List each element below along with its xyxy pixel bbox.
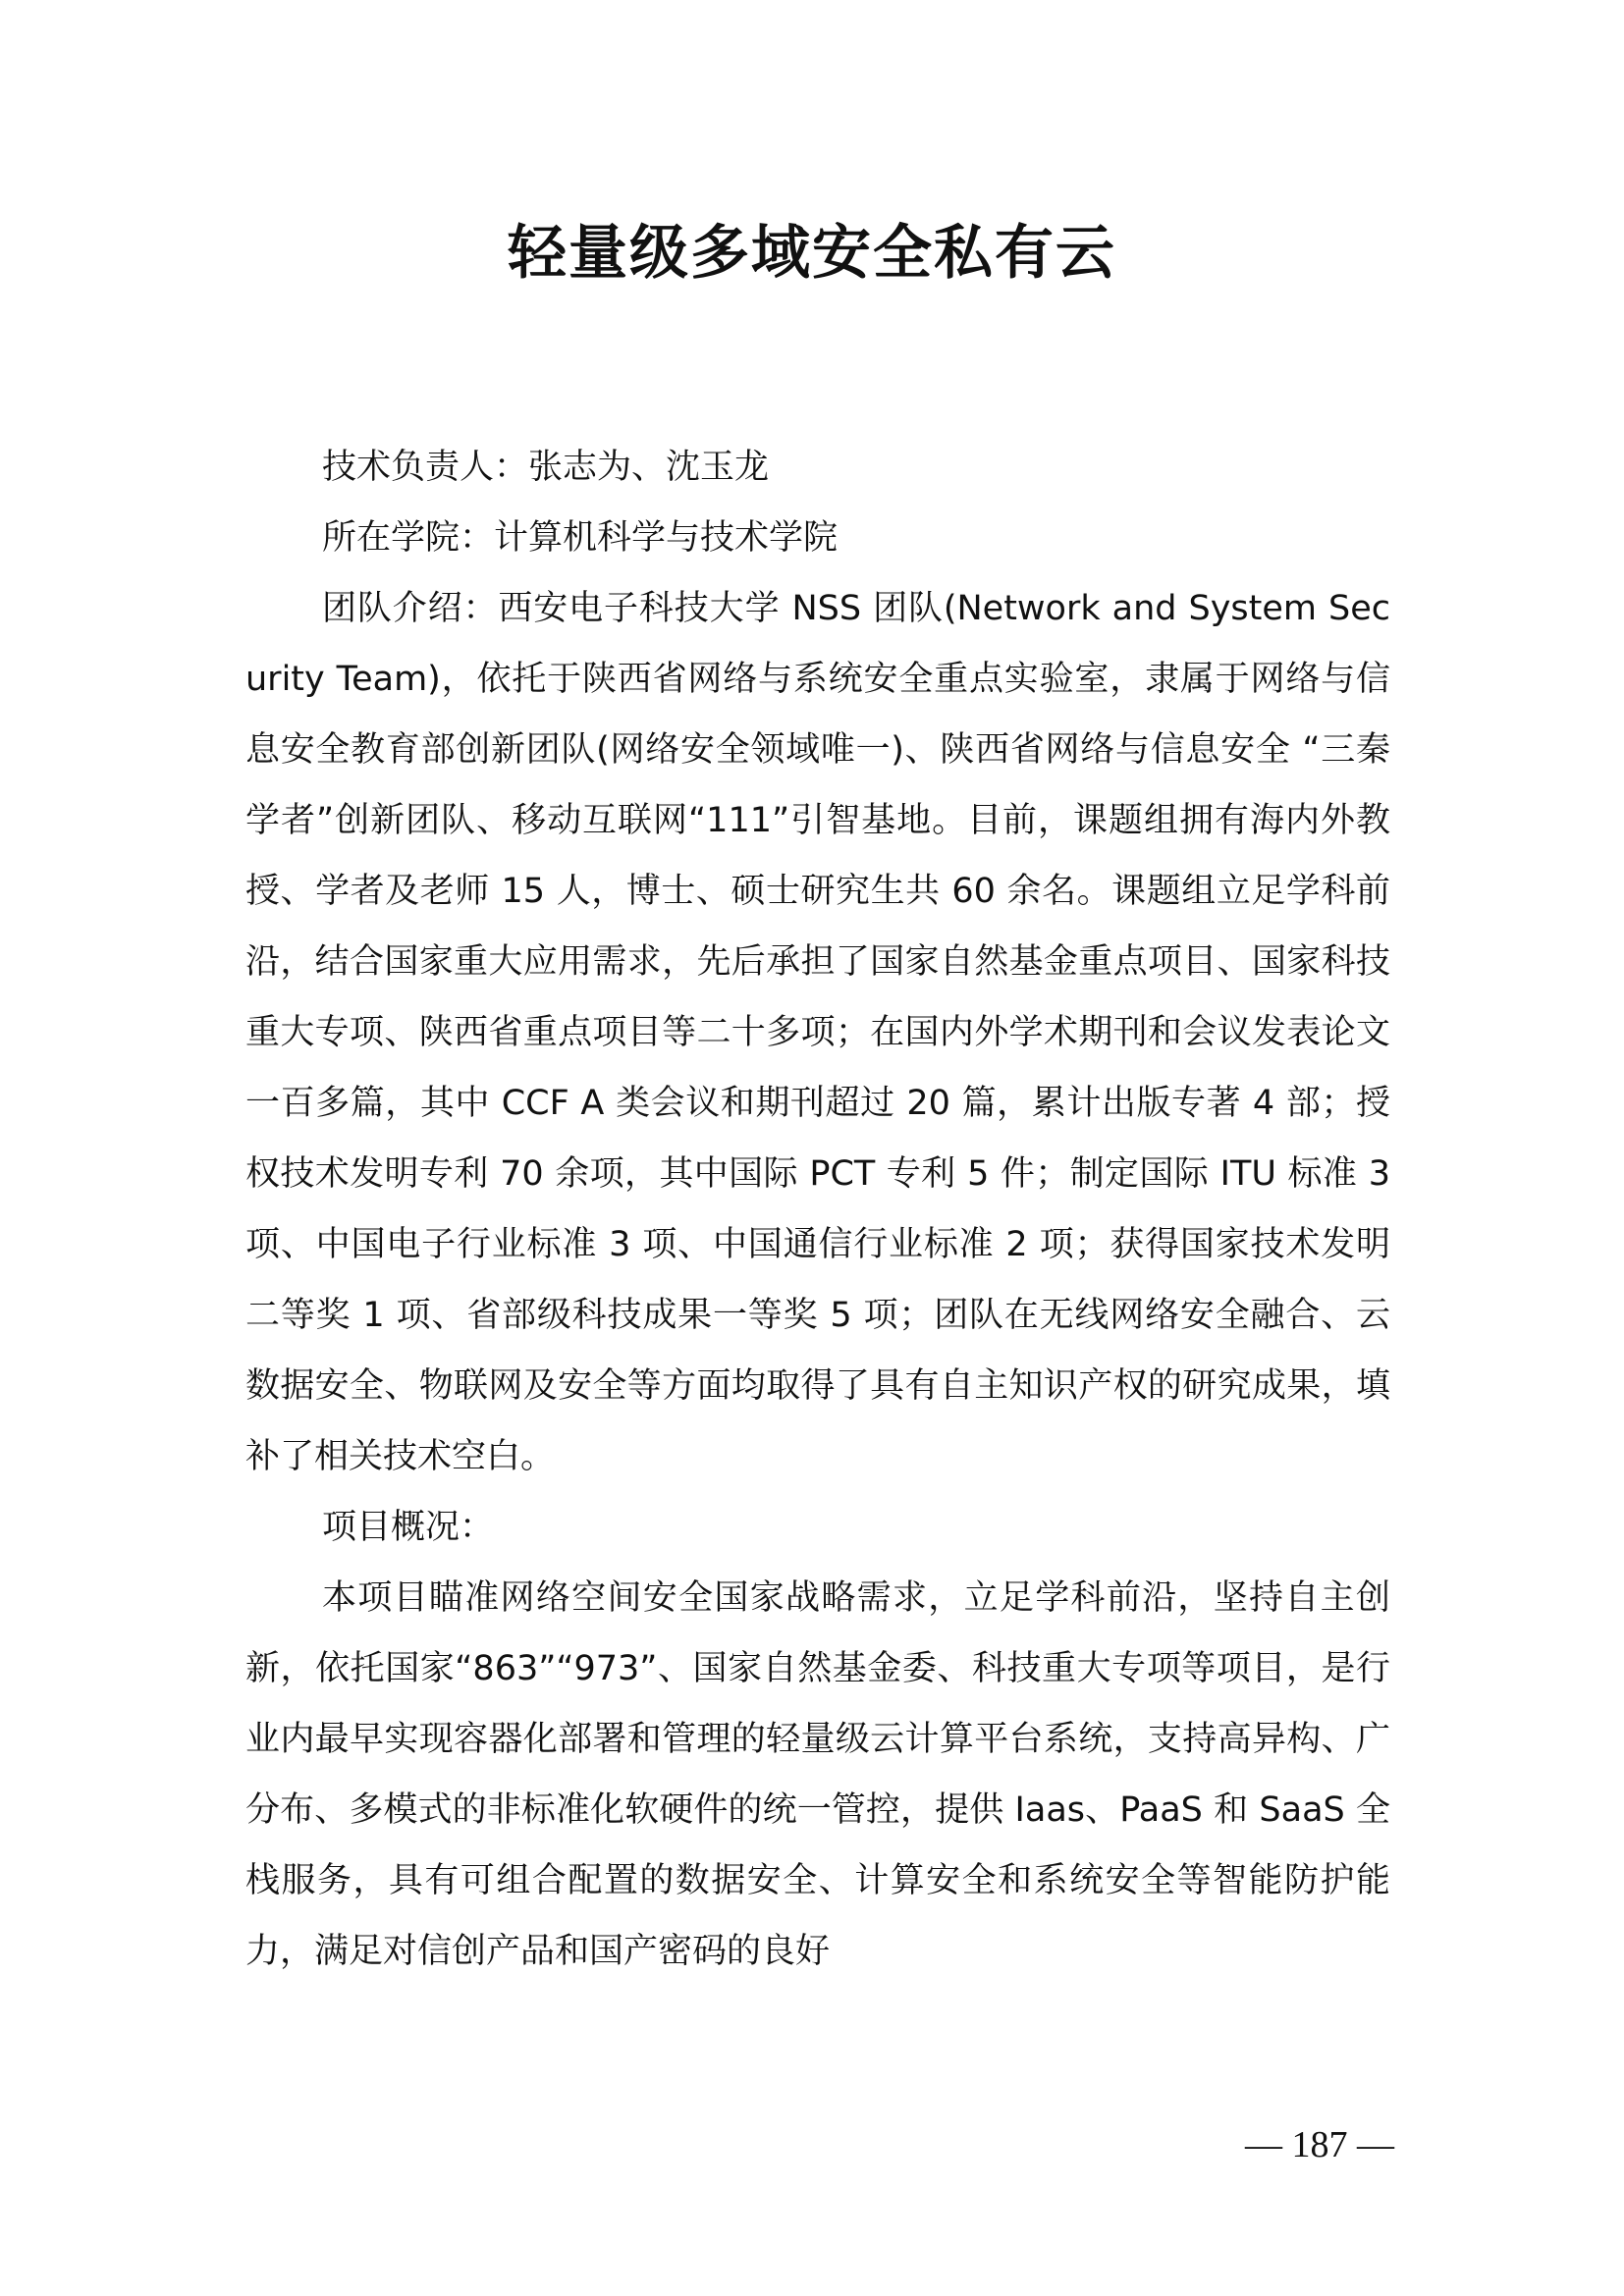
page-title: 轻量级多域安全私有云 [508, 219, 1116, 288]
college-line: 所在学院：计算机科学与技术学院 [322, 518, 839, 558]
tech-lead-line: 技术负责人：张志为、沈玉龙 [322, 448, 770, 487]
page-number: — 187 — [1245, 2124, 1394, 2165]
team-intro-paragraph: 团队介绍：西安电子科技大学 NSS 团队(Network and System Security Team)，依托于陕西省网络与系统安全重点实验室，隶属于网络与信息安全教育部创新团队(网络安全领域唯一)、陕西省网络与信息安全 “三秦学者”创新团队、移动互联网“111”引智基地。目前，课题组拥有海内外教授、学者及老师 15 人，博士、硕士研究生共 60 余名。课题组立足学科前沿，结合国家重大应用需求，先后承担了国家自然基金重点项目、国家科技重大专项、陕西省重点项目等二十多项；在国内外学术期刊和会议发表论文一百多篇，其中 CCF A 类会议和期刊超过 20 篇，累计出版专著 4 部；授权技术发明专利 70 余项，其中国际 PCT 专利 5 件；制定国际 ITU 标准 3 项、中国电子行业标准 3 项、中国通信行业标准 2 项；获得国家技术发明二等奖 1 项、省部级科技成果一等奖 5 项；团队在无线网络安全融合、云数据安全、物联网及安全等方面均取得了具有自主知识产权的研究成果，填补了相关技术空白。 [245, 589, 1390, 1476]
overview-paragraph: 本项目瞄准网络空间安全国家战略需求，立足学科前沿，坚持自主创新，依托国家“863”“973”、国家自然基金委、科技重大专项等项目，是行业内最早实现容器化部署和管理的轻量级云计算平台系统，支持高异构、广分布、多模式的非标准化软硬件的统一管控，提供 Iaas、PaaS 和 SaaS 全栈服务，具有可组合配置的数据安全、计算安全和系统安全等智能防护能力，满足对信创产品和国产密码的良好 [245, 1578, 1390, 1971]
document-body [245, 432, 1390, 1987]
overview-heading: 项目概况： [322, 1508, 495, 1547]
